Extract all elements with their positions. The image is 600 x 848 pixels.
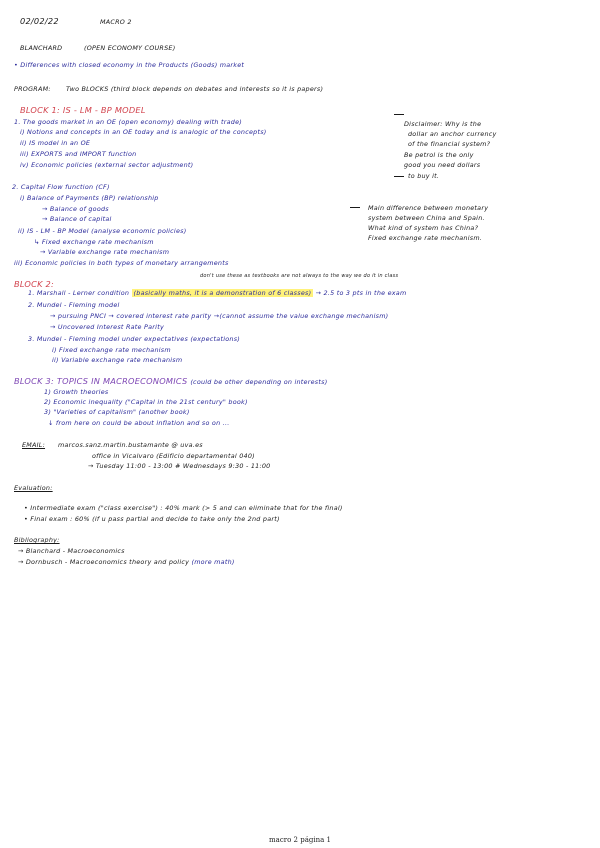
block1-subitem: → Balance of goods [42,205,109,213]
textbook-note: (OPEN ECONOMY COURSE) [84,44,176,52]
block1-subitem: i) Balance of Payments (BP) relationship [20,194,159,202]
block3-item: 3) "Varieties of capitalism" (another book) [44,408,190,416]
block1-item: iii) EXPORTS and IMPORT function [20,150,137,158]
evaluation-item: • Final exam : 60% (if u pass partial and decide to take only the 2nd part) [24,515,280,523]
block1-subitem: → Variable exchange rate mechanism [40,248,170,256]
block2-subitem: ii) Variable exchange rate mechanism [52,356,183,364]
block2-subitem: → pursuing PNCI → covered interest rate parity →(cannot assume the value exchange mechanism) [50,312,389,320]
program-label: PROGRAM: [14,85,51,93]
disclaimer-line: dollar an anchor currency [408,130,497,138]
difference-note-line: Main difference between monetary [368,204,489,212]
difference-note-line: system between China and Spain. [368,214,485,222]
bibliography-label: Bibliography: [14,536,60,544]
evaluation-label: Evaluation: [14,484,53,492]
block3-item: 1) Growth theories [44,388,109,396]
block3-title-note: (could be other depending on interests) [190,378,328,386]
block2-item1-highlight: (basically maths, it is a demonstration of 6 classes) [133,289,312,297]
block3-title-text: BLOCK 3: TOPICS IN MACROECONOMICS [14,376,188,386]
block2-title: BLOCK 2: [14,279,55,289]
bibliography-item [18,558,235,566]
side-note-dash [350,207,360,208]
bibliography-note: (more math) [191,558,235,566]
block3-item: 2) Economic inequality ("Capital in the 21st century" book) [44,398,248,406]
block2-subitem: i) Fixed exchange rate mechanism [52,346,171,354]
block3-title [14,376,327,387]
email-address[interactable]: marcos.sanz.martin.bustamante @ uva.es [58,441,203,449]
disclaimer-line: good you need dollars [404,161,481,169]
email-label: EMAIL: [22,441,46,449]
page-footer: macro 2 página 1 [269,836,331,844]
block1-subitem: ↳ Fixed exchange rate mechanism [34,238,154,246]
side-note-dash [394,176,404,177]
block2-item1-points: → 2.5 to 3 pts in the exam [315,289,407,297]
bibliography-item: → Blanchard - Macroeconomics [18,547,125,555]
program-text: Two BLOCKS (third block depends on debates and interests so it is papers) [66,85,324,93]
block1-item: iv) Economic policies (external sector adjustment) [20,161,194,169]
block1-item: 1. The goods market in an OE (open economy) dealing with trade) [14,118,243,126]
block2-item1 [28,289,406,297]
disclaimer-line: Disclaimer: Why is the [404,120,482,128]
bibliography-item-text: → Dornbusch - Macroeconomics theory and policy [18,558,190,566]
block2-item2: 2. Mundel - Fleming model [28,301,120,309]
note-date: 02/02/22 [20,16,59,26]
block1-item: i) Notions and concepts in an OE today and is analogic of the concepts) [20,128,267,136]
block2-textbook-note: don't use these as textbooks are not always to the way we do it in class [200,273,399,279]
block1-subitem: ii) IS - LM - BP Model (analyse economic policies) [18,227,187,235]
side-note-dash [394,114,404,115]
block3-item: ↓ from here on could be about inflation and so on ... [48,419,230,427]
block1-title: BLOCK 1: IS - LM - BP MODEL [20,105,146,115]
disclaimer-line: to buy it. [408,172,440,180]
block2-item1-text: 1. Marshall - Lerner condition [28,289,130,297]
office-hours: → Tuesday 11:00 - 13:00 # Wednesdays 9:30 - 11:00 [88,462,271,470]
textbook-name: BLANCHARD [20,44,63,52]
disclaimer-line: Be petrol is the only [404,151,474,159]
block1-subitem: → Balance of capital [42,215,112,223]
difference-note-line: What kind of system has China? [368,224,479,232]
block1-subitem: iii) Economic policies in both types of monetary arrangements [14,259,229,267]
block1-item: ii) IS model in an OE [20,139,91,147]
note-subject: MACRO 2 [100,18,132,26]
disclaimer-line: of the financial system? [408,140,491,148]
block1-item2: 2. Capital Flow function (CF) [12,183,110,191]
difference-note-line: Fixed exchange rate mechanism. [368,234,483,242]
differences-line: • Differences with closed economy in the Products (Goods) market [14,61,245,69]
office-location: office in Vicalvaro (Edificio departamental 040) [92,452,255,460]
block2-subitem: → Uncovered Interest Rate Parity [50,323,164,331]
evaluation-item: • Intermediate exam ("class exercise") : 40% mark (> 5 and can eliminate that for the final) [24,504,343,512]
block2-item3: 3. Mundel - Fleming model under expectatives (expectations) [28,335,241,343]
